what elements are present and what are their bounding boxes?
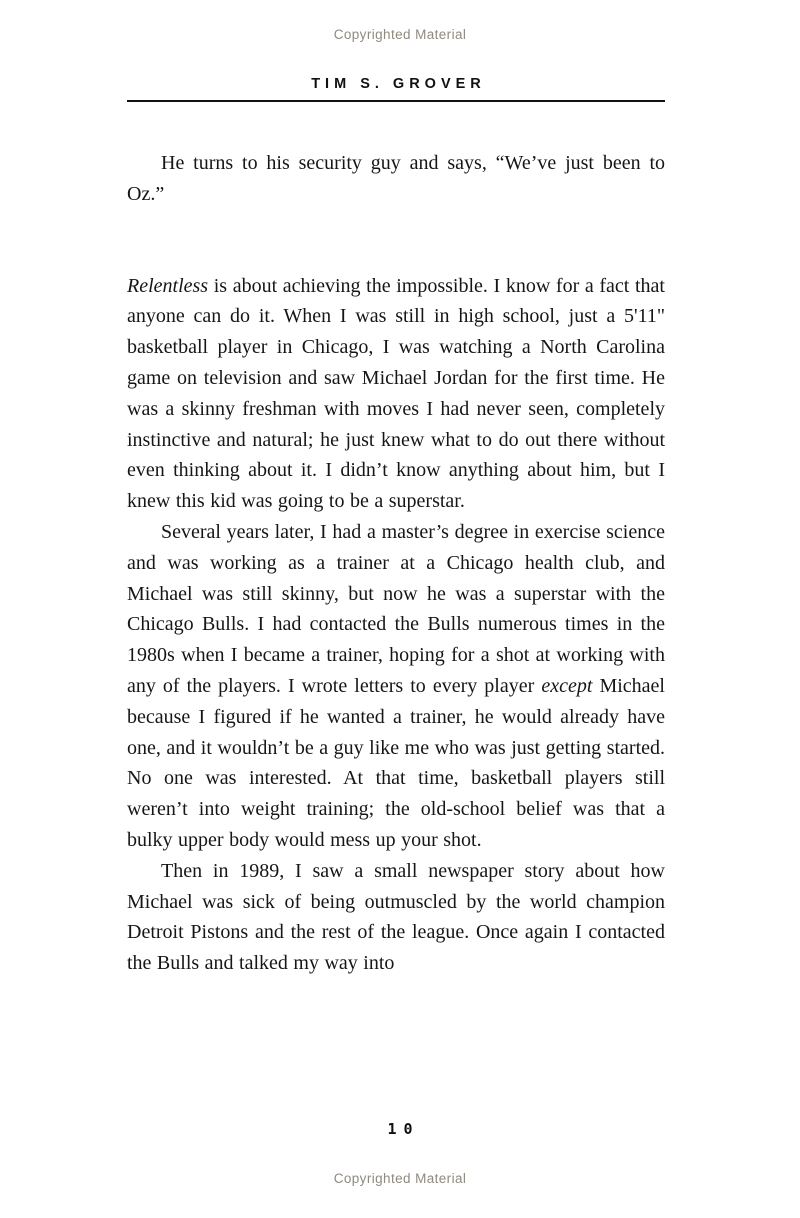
text-run: Several years later, I had a master’s degree in exercise science and was working as a trainer at a Chicago health club, and Michael was still skinny, but now he was a superstar with the Chicago Bulls. I had contacted the Bulls numerous times in the 1980s when I became a trainer, hoping for a shot at working with any of the players. I wrote letters to every player: [127, 520, 665, 697]
running-header: [127, 76, 665, 102]
body-text: [127, 148, 665, 979]
copyright-notice-bottom: Copyrighted Material: [333, 1171, 467, 1186]
text-run: Then in 1989, I saw a small newspaper story about how Michael was sick of being outmuscled by the world champion Detroit Pistons and the rest of the league. Once again I contacted the Bulls and talked my way into: [127, 859, 665, 975]
italic-text-run: except: [541, 674, 593, 697]
text-run: Michael because I figured if he wanted a trainer, he would already have one, and it wouldn’t be a guy like me who was just getting started. No one was interested. At that time, basketball players still weren’t into weight training; the old-school belief was that a bulky upper body would mess up your shot.: [127, 674, 665, 851]
page-number: 10: [387, 1120, 420, 1138]
paragraph: [127, 856, 665, 979]
paragraph: [127, 517, 665, 856]
paragraph: [127, 271, 665, 517]
italic-text-run: Relentless: [127, 274, 209, 297]
text-run: is about achieving the impossible. I know for a fact that anyone can do it. When I was still in high school, just a 5'11" basketball player in Chicago, I was watching a North Carolina game on television and saw Michael Jordan for the first time. He was a skinny freshman with moves I had never seen, completely instinctive and natural; he just knew what to do out there without even thinking about it. I didn’t know anything about him, but I knew this kid was going to be a superstar.: [127, 274, 665, 513]
text-run: He turns to his security guy and says, “We’ve just been to Oz.”: [127, 152, 665, 205]
author-name: TIM S. GROVER: [311, 76, 486, 92]
header-rule: [127, 100, 665, 102]
copyright-notice-top: Copyrighted Material: [333, 27, 467, 42]
paragraph: [127, 148, 665, 210]
